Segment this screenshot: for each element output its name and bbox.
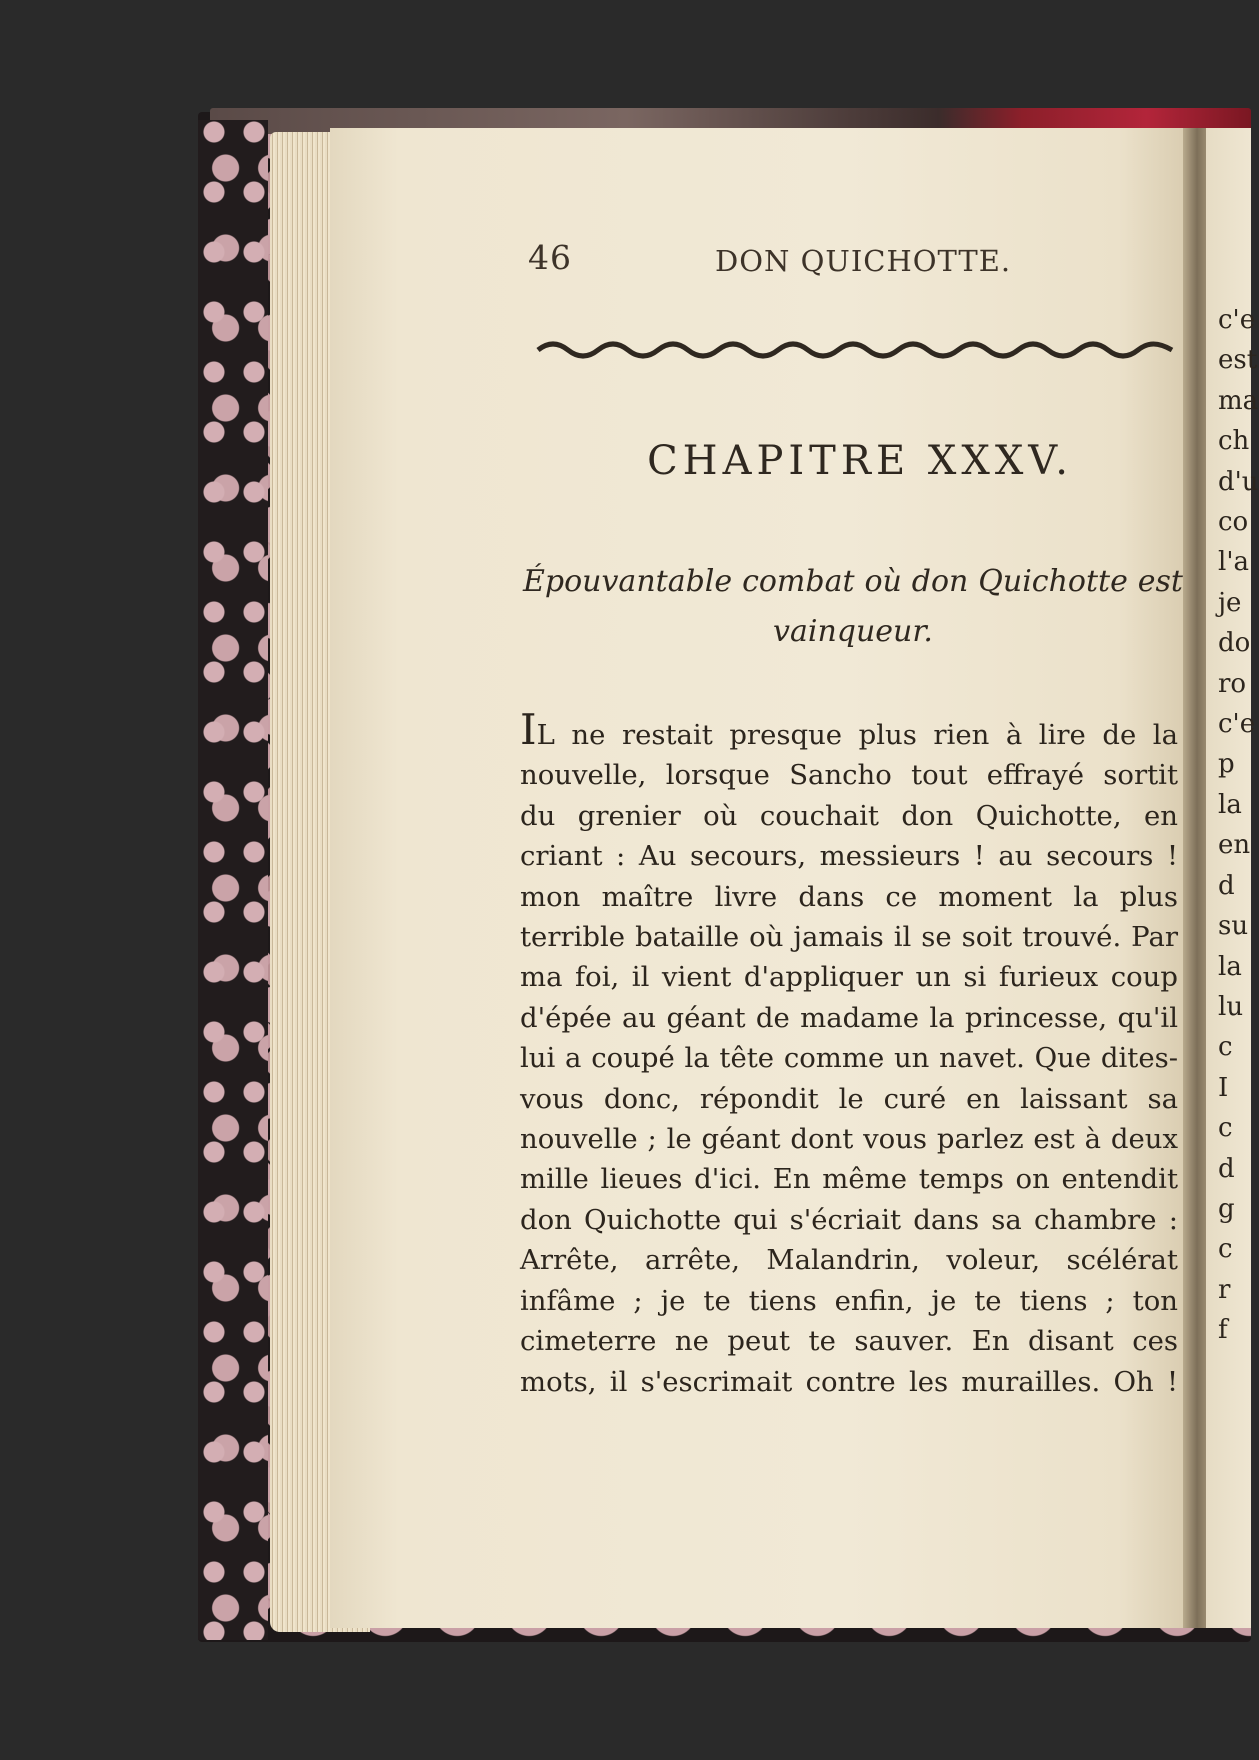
text-line: infâme ; je te tiens enfin, je te tiens ; ton (520, 1284, 1178, 1317)
text-line: terrible bataille où jamais il se soit trouvé. Par (520, 921, 1178, 954)
text-line: nouvelle, lorsque Sancho tout effrayé sortit (520, 759, 1178, 792)
running-title: DON QUICHOTTE. (715, 244, 1012, 278)
text-line: Arrête, arrête, Malandrin, voleur, scélérat (520, 1244, 1178, 1277)
next-page-fragment: c (1218, 1113, 1233, 1144)
next-page-fragment: r (1218, 1274, 1231, 1305)
next-page-fragment: co (1218, 507, 1249, 538)
next-page-fragment: l'a (1218, 547, 1249, 578)
text-line: nouvelle ; le géant dont vous parlez est à deux (520, 1123, 1178, 1156)
next-page-fragment: en (1218, 830, 1251, 861)
next-page-fragment: ma (1218, 385, 1259, 416)
next-page-fragment: la (1218, 789, 1242, 820)
next-page-fragment: la (1218, 951, 1242, 982)
next-page-fragment: p (1218, 749, 1235, 780)
next-page-fragment: est (1218, 345, 1258, 376)
text-line: mots, il s'escrimait contre les murailles. Oh ! (520, 1365, 1178, 1398)
next-page-fragment: d (1218, 1153, 1235, 1184)
running-head (528, 238, 1040, 278)
chapter-subtitle (523, 557, 1183, 657)
next-page-fragment: su (1218, 911, 1249, 942)
next-page-fragment: ro (1218, 668, 1247, 699)
next-page-fragment: je (1218, 587, 1242, 618)
text-line: criant : Au secours, messieurs ! au secours ! (520, 840, 1178, 873)
text-line: don Quichotte qui s'écriait dans sa chambre : (520, 1203, 1178, 1236)
drop-cap: I (520, 705, 537, 754)
subtitle-line: Épouvantable combat où don Quichotte est (523, 564, 1183, 599)
text-line: ma foi, il vient d'appliquer un si furieux coup (520, 961, 1178, 994)
next-page-fragment: c (1218, 1032, 1233, 1063)
next-page-fragment: c'e (1218, 709, 1256, 740)
subtitle-line: vainqueur. (773, 614, 933, 649)
cover-spine (198, 120, 268, 1640)
text-line: d'épée au géant de madame la princesse, qu'il (520, 1001, 1178, 1034)
text-line (520, 705, 1178, 755)
text-line: mon maître livre dans ce moment la plus (520, 880, 1178, 913)
body-text (520, 705, 1178, 1402)
next-page-text (1218, 300, 1258, 1351)
text-line-rest: L ne restait presque plus rien à lire de la (536, 719, 1178, 751)
next-page-fragment: c'e (1218, 305, 1256, 335)
text-line: du grenier où couchait don Quichotte, en (520, 799, 1178, 832)
next-page-fragment: d (1218, 870, 1235, 901)
next-page-fragment: c (1218, 1234, 1233, 1265)
page-number: 46 (528, 238, 572, 277)
next-page-fragment: g (1218, 1193, 1235, 1224)
text-line: mille lieues d'ici. En même temps on entendit (520, 1163, 1178, 1196)
next-page-fragment: I (1218, 1072, 1229, 1103)
text-line: cimeterre ne peut te sauver. En disant ces (520, 1325, 1178, 1358)
text-line: lui a coupé la tête comme un navet. Que dites- (520, 1042, 1178, 1075)
next-page-fragment: do (1218, 628, 1251, 659)
next-page-fragment: ch (1218, 426, 1250, 457)
next-page-fragment: d'u (1218, 466, 1259, 497)
next-page-fragment: f (1218, 1315, 1228, 1346)
ornament-rule (538, 340, 1172, 360)
next-page-fragment: lu (1218, 991, 1244, 1022)
chapter-title: CHAPITRE XXXV. (647, 438, 1073, 484)
text-line: vous donc, répondit le curé en laissant sa (520, 1082, 1178, 1115)
